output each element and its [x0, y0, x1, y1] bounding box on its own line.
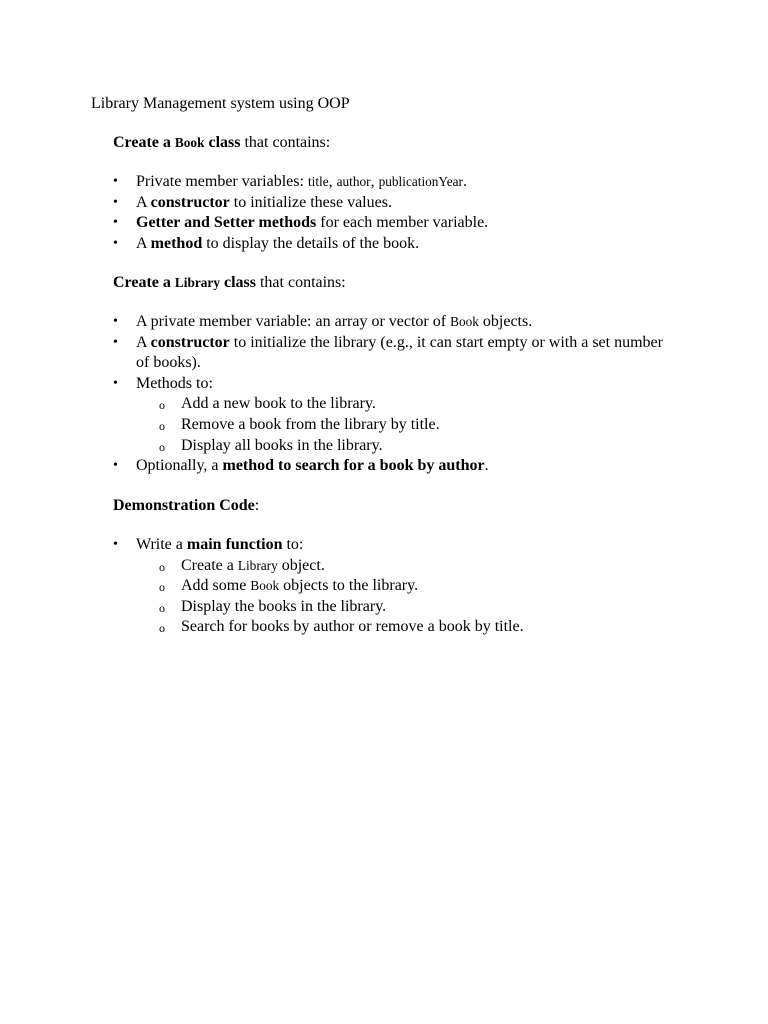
heading-demonstration — [113, 496, 259, 517]
bold-text: method to search for a book by author — [222, 457, 485, 475]
library-item-variable — [113, 312, 673, 333]
code-author: author — [336, 174, 371, 189]
text: , — [328, 173, 337, 190]
heading-book-class-word: class — [204, 134, 241, 151]
heading-book-rest: that contains: — [240, 134, 331, 151]
text: Private member variables: — [136, 173, 308, 190]
book-item-constructor — [113, 193, 673, 214]
heading-book-class — [113, 133, 330, 154]
text: Methods to: — [136, 374, 213, 392]
demo-list — [113, 535, 673, 638]
text: to: — [282, 536, 304, 553]
library-item-constructor — [113, 333, 673, 374]
bold-text: constructor — [150, 193, 230, 211]
sub-item-create-library — [136, 556, 673, 577]
sub-item-add-book: o Add a new book to the library. — [136, 394, 673, 415]
heading-library-code: Library — [174, 275, 220, 290]
heading-book-create: Create a — [113, 134, 175, 151]
text: A private member variable: an array or vector of — [136, 313, 451, 330]
document-title: Library Management system using OOP — [91, 95, 350, 112]
text: to initialize the library (e.g., it can start empty or with a set number of books). — [136, 333, 663, 372]
heading-book-code: Book — [174, 135, 205, 150]
code-publication-year: publicationYear — [378, 174, 463, 189]
bold-text: Getter and Setter methods — [136, 214, 317, 232]
heading-library-rest: that contains: — [255, 274, 346, 291]
library-item-methods — [113, 374, 673, 456]
sub-item-display-books: o Display all books in the library. — [136, 436, 673, 457]
text: to display the details of the book. — [202, 234, 420, 252]
text: A — [136, 193, 151, 211]
text: Optionally, a — [136, 457, 223, 475]
library-item-search — [113, 456, 673, 477]
book-class-list — [113, 172, 673, 254]
heading-library-class-word: class — [219, 274, 256, 291]
text: A — [136, 234, 151, 252]
text: Create a — [181, 556, 238, 574]
book-item-method — [113, 234, 673, 255]
bold-text: method — [150, 234, 203, 252]
heading-library-class — [113, 273, 346, 294]
heading-demo-bold: Demonstration Code — [113, 497, 255, 514]
text: . — [462, 173, 467, 190]
book-item-getters-setters — [113, 213, 673, 234]
text: for each member variable. — [316, 214, 489, 232]
text: . — [484, 457, 489, 475]
heading-library-create: Create a — [113, 274, 175, 291]
sub-item-add-books — [136, 576, 673, 597]
bold-text: constructor — [150, 333, 230, 351]
text: objects. — [478, 313, 533, 330]
code-book: Book — [250, 578, 280, 594]
code-library: Library — [237, 557, 278, 573]
text: Write a — [136, 536, 187, 553]
demo-sublist — [136, 556, 673, 638]
text: , — [370, 173, 379, 190]
library-methods-sublist — [136, 394, 673, 456]
text: A — [136, 333, 151, 351]
demo-item-main — [113, 535, 673, 638]
text: Add some — [181, 577, 251, 595]
text: objects to the library. — [279, 577, 419, 595]
sub-item-remove-book: o Remove a book from the library by title. — [136, 415, 673, 436]
heading-demo-colon: : — [254, 497, 260, 514]
text: object. — [277, 556, 325, 574]
sub-item-display: o Display the books in the library. — [136, 597, 673, 618]
book-item-variables — [113, 172, 673, 193]
code-book: Book — [450, 314, 479, 329]
text: to initialize these values. — [229, 193, 392, 211]
sub-item-search-remove: o Search for books by author or remove a book by title. — [136, 617, 673, 638]
library-class-list — [113, 312, 673, 477]
code-title: title — [307, 174, 329, 189]
bold-text: main function — [186, 536, 283, 553]
